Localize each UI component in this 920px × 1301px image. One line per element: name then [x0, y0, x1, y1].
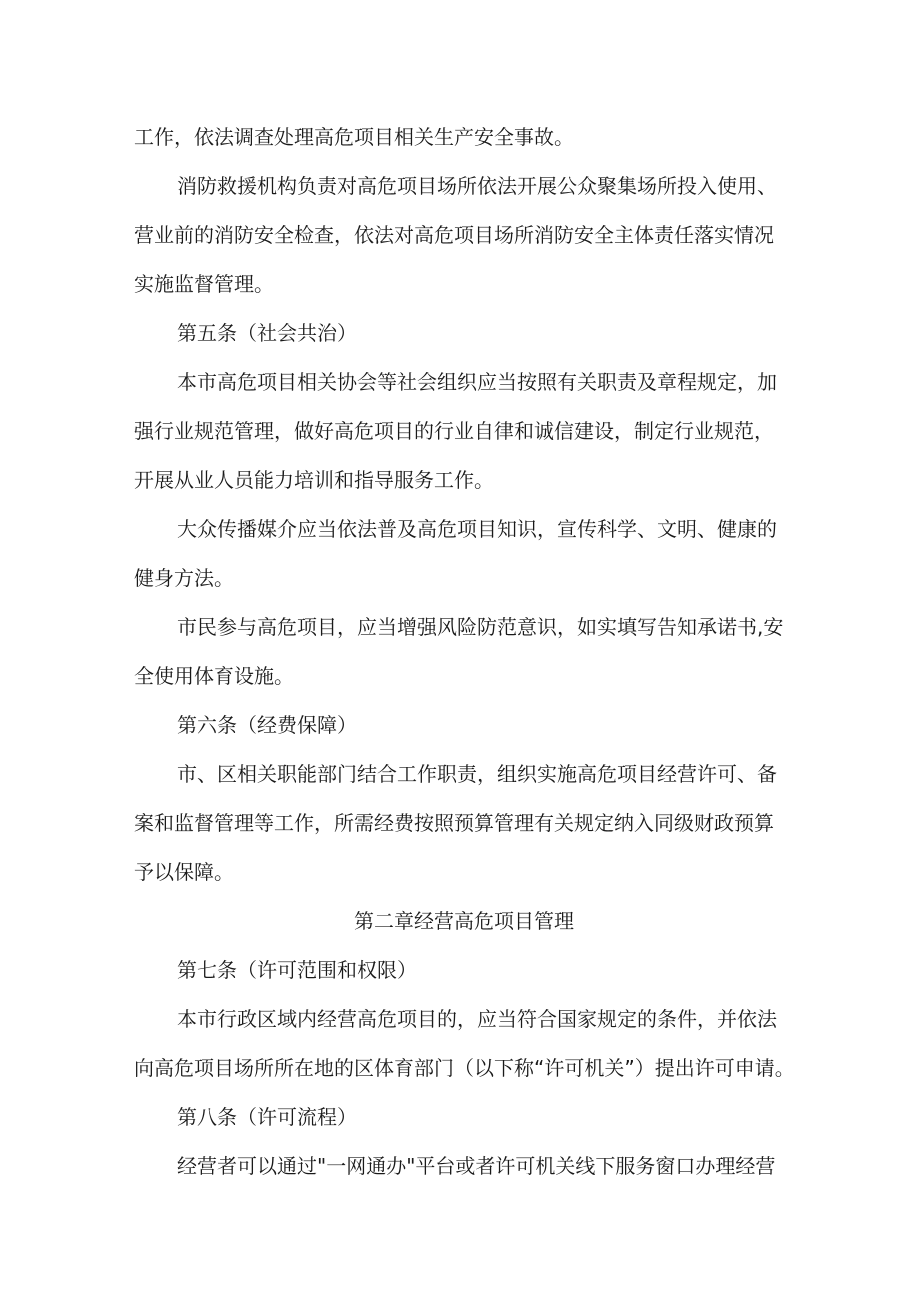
paragraph-line: 本市行政区域内经营高危项目的，应当符合国家规定的条件，并依法: [177, 1007, 777, 1031]
paragraph-line: 实施监督管理。: [134, 272, 274, 296]
article-heading: 第八条（许可流程）: [177, 1105, 357, 1129]
article-heading: 第五条（社会共治）: [177, 321, 357, 345]
paragraph-line: 案和监督管理等工作，所需经费按照预算管理有关规定纳入同级财政预算: [134, 811, 774, 835]
article-heading: 第七条（许可范围和权限）: [177, 958, 417, 982]
paragraph-line: 本市高危项目相关协会等社会组织应当按照有关职责及章程规定，加: [177, 370, 777, 394]
paragraph-line: 经营者可以通过"一网通办"平台或者许可机关线下服务窗口办理经营: [177, 1154, 776, 1178]
paragraph-line: 强行业规范管理，做好高危项目的行业自律和诚信建设，制定行业规范，: [134, 419, 774, 443]
paragraph-line: 工作，依法调查处理高危项目相关生产安全事故。: [134, 125, 574, 149]
chapter-heading: 第二章经营高危项目管理: [354, 909, 574, 933]
document-body: [134, 113, 794, 1191]
paragraph-line: 市、区相关职能部门结合工作职责，组织实施高危项目经营许可、备: [177, 762, 777, 786]
paragraph-line: 全使用体育设施。: [134, 664, 294, 688]
paragraph-line: 市民参与高危项目，应当增强风险防范意识，如实填写告知承诺书,安: [177, 615, 784, 639]
paragraph-line: 向高危项目场所所在地的区体育部门（以下称“许可机关”）提出许可申请。: [134, 1056, 795, 1080]
paragraph-line: 大众传播媒介应当依法普及高危项目知识，宣传科学、文明、健康的: [177, 517, 777, 541]
paragraph-line: 消防救援机构负责对高危项目场所依法开展公众聚集场所投入使用、: [177, 174, 777, 198]
paragraph-line: 健身方法。: [134, 566, 234, 590]
paragraph-line: 予以保障。: [134, 860, 234, 884]
paragraph-line: 营业前的消防安全检查，依法对高危项目场所消防安全主体责任落实情况: [134, 223, 774, 247]
paragraph-line: 开展从业人员能力培训和指导服务工作。: [134, 468, 494, 492]
article-heading: 第六条（经费保障）: [177, 713, 357, 737]
